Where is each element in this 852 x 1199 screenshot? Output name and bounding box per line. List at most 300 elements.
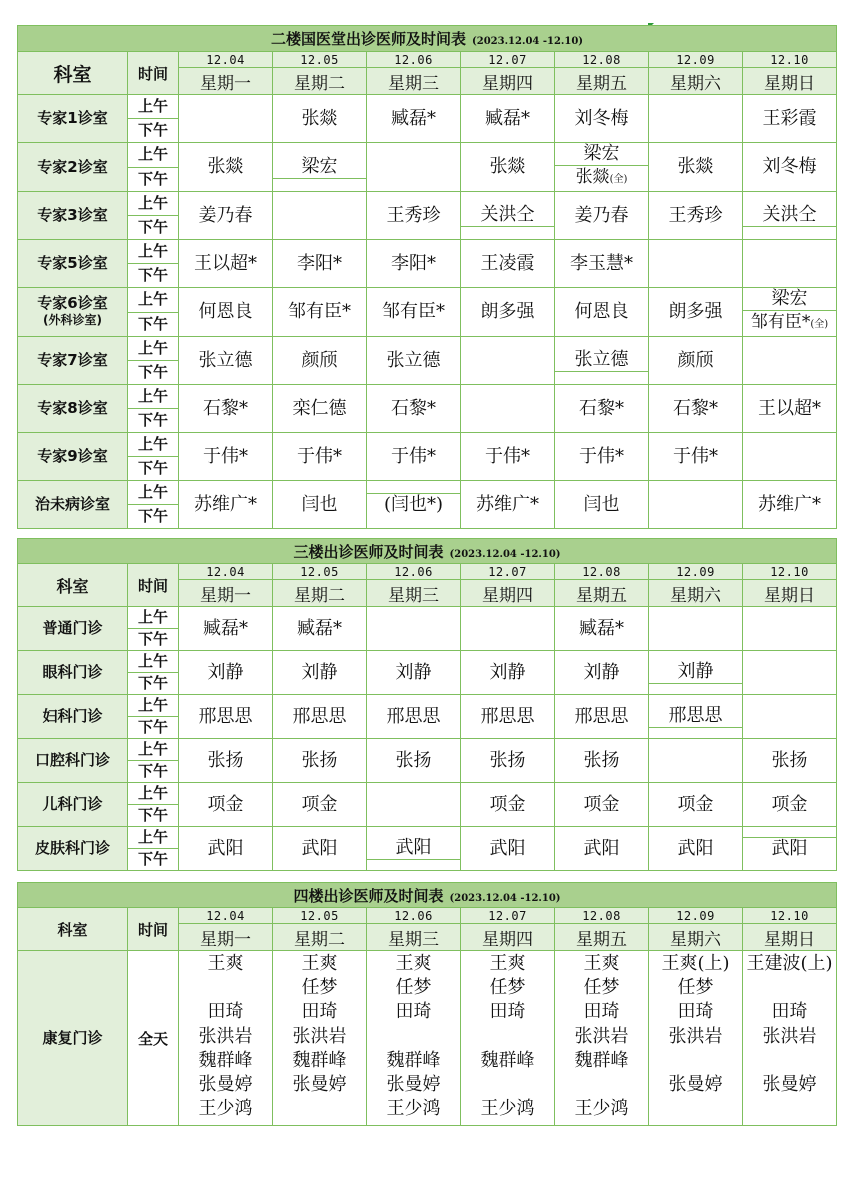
schedule-cell: 王以超* (743, 385, 837, 433)
schedule-cell: 刘静 (179, 651, 273, 695)
time-slot-am: 上午 (128, 607, 179, 629)
dept-name (18, 739, 128, 783)
time-slot-pm: 下午 (128, 361, 179, 385)
doctor-name: 田琦 (207, 1001, 244, 1023)
split-cell (461, 204, 554, 227)
doctor-name: 王少鸿 (480, 1098, 535, 1120)
time-slot-pm: 下午 (128, 505, 179, 529)
time-slot-pm: 下午 (128, 312, 179, 337)
weekday-header: 星期二 (273, 924, 367, 951)
dept-label: 专家3诊室 (37, 206, 108, 224)
dept-label: 普通门诊 (42, 619, 103, 637)
doctor-name: 王建波(上) (746, 953, 833, 974)
time-slot-pm: 下午 (128, 409, 179, 433)
schedule-cell: 武阳 (649, 827, 743, 871)
weekday-header: 星期六 (649, 68, 743, 95)
doctor-name: 任梦 (489, 977, 526, 999)
schedule-cell (179, 95, 273, 143)
date-header: 12.04 (179, 564, 273, 580)
date-header: 12.09 (649, 908, 743, 924)
time-slot-am: 上午 (128, 95, 179, 119)
split-cell (743, 204, 836, 227)
schedule-cell: 于伟* (461, 433, 555, 481)
time-slot-am: 上午 (128, 783, 179, 805)
dept-label: 专家6诊室 (37, 294, 108, 312)
time-slot-pm: 下午 (128, 167, 179, 192)
schedule-cell: 张扬 (461, 739, 555, 783)
schedule-cell: 朗多强 (461, 288, 555, 337)
doctor-name-pm: 邹有臣*(全) (750, 312, 829, 332)
weekday-header: 星期三 (367, 68, 461, 95)
schedule-cell: 李阳* (367, 240, 461, 288)
schedule-cell: 张扬 (555, 739, 649, 783)
empty-slot (649, 684, 742, 685)
dept-label: 专家1诊室 (37, 109, 108, 127)
time-slot-pm: 下午 (128, 717, 179, 739)
doctor-name-am: 梁宏 (273, 156, 366, 179)
date-header: 12.05 (273, 564, 367, 580)
doctor-name: 田琦 (677, 1001, 714, 1023)
schedule-cell: 张立德 (367, 337, 461, 385)
schedule-cell: 李阳* (273, 240, 367, 288)
time-slot-am: 上午 (128, 143, 179, 168)
schedule-cell: 于伟* (179, 433, 273, 481)
dept-header: 科室 (18, 908, 128, 951)
schedule-cell: 张扬 (743, 739, 837, 783)
schedule-cell: 邢思思 (367, 695, 461, 739)
date-header: 12.10 (743, 52, 837, 68)
schedule-cell: 苏维广* (179, 481, 273, 529)
doctor-name: 王爽 (207, 953, 244, 974)
time-slot-am: 上午 (128, 827, 179, 849)
doctor-name: 魏群峰 (386, 1049, 441, 1071)
dept-sublabel: (外科诊室) (43, 313, 102, 327)
empty-slot (743, 227, 836, 228)
date-header: 12.06 (367, 564, 461, 580)
empty-slot (461, 227, 554, 228)
doctor-name: 张洪岩 (198, 1025, 253, 1047)
dept-name: 康复门诊 (18, 951, 128, 1126)
floor4-title (18, 883, 837, 908)
schedule-cell: 张扬 (367, 739, 461, 783)
schedule-cell (555, 143, 649, 192)
split-cell (555, 143, 648, 191)
schedule-cell: 臧磊* (367, 95, 461, 143)
rehab-day-cell (179, 951, 273, 1126)
doctor-name-am: 武阳 (367, 837, 460, 860)
time-header: 时间 (128, 52, 179, 95)
dept-label: 皮肤科门诊 (34, 839, 110, 857)
dept-name (18, 695, 128, 739)
weekday-header: 星期六 (649, 580, 743, 607)
schedule-cell: 武阳 (179, 827, 273, 871)
weekday-header: 星期日 (743, 580, 837, 607)
doctor-name: 魏群峰 (292, 1049, 347, 1071)
dept-name (18, 827, 128, 871)
weekday-header: 星期三 (367, 580, 461, 607)
note-label: (全) (810, 319, 829, 330)
schedule-cell (367, 607, 461, 651)
schedule-cell: 项金 (555, 783, 649, 827)
weekday-header: 星期日 (743, 68, 837, 95)
date-header: 12.04 (179, 52, 273, 68)
schedule-cell: 石黎* (649, 385, 743, 433)
schedule-cell: 项金 (179, 783, 273, 827)
doctor-name: 张曼婷 (292, 1073, 347, 1095)
schedule-cell: 栾仁德 (273, 385, 367, 433)
dept-label: 专家5诊室 (37, 254, 108, 272)
doctor-name: 魏群峰 (574, 1049, 629, 1071)
date-header: 12.07 (461, 564, 555, 580)
time-slot-pm: 下午 (128, 629, 179, 651)
date-header: 12.06 (367, 908, 461, 924)
split-cell (649, 661, 742, 684)
schedule-cell: 项金 (743, 783, 837, 827)
time-slot-am: 上午 (128, 192, 179, 216)
doctor-name-pm: (闫也*) (383, 494, 444, 515)
dept-label: 专家7诊室 (37, 351, 108, 369)
schedule-cell: 刘静 (555, 651, 649, 695)
time-slot-am: 上午 (128, 481, 179, 505)
schedule-cell: 颜颀 (273, 337, 367, 385)
schedule-cell: 于伟* (555, 433, 649, 481)
date-header: 12.08 (555, 908, 649, 924)
weekday-header: 星期六 (649, 924, 743, 951)
schedule-cell (649, 695, 743, 739)
doctor-name: 任梦 (583, 977, 620, 999)
schedule-cell: 闫也 (273, 481, 367, 529)
schedule-cell: 张燚 (179, 143, 273, 192)
doctor-name-am: 梁宏 (743, 288, 836, 311)
doctor-name-pm: 张燚(全) (575, 167, 628, 187)
doctor-name (461, 1025, 554, 1049)
floor3-date-range: (2023.12.04 -12.10) (449, 548, 561, 560)
dept-name (18, 385, 128, 433)
schedule-cell: 李玉慧* (555, 240, 649, 288)
rehab-day-cell (555, 951, 649, 1126)
date-header: 12.06 (367, 52, 461, 68)
schedule-cell (555, 337, 649, 385)
schedule-cell: 张立德 (179, 337, 273, 385)
schedule-cell: 张扬 (179, 739, 273, 783)
time-slot-pm: 下午 (128, 264, 179, 288)
schedule-cell (367, 481, 461, 529)
doctor-name: 张曼婷 (762, 1073, 817, 1095)
doctor-name: 张曼婷 (386, 1073, 441, 1095)
dept-name (18, 95, 128, 143)
schedule-cell (649, 739, 743, 783)
date-header: 12.08 (555, 564, 649, 580)
floor2-table (17, 25, 837, 529)
schedule-cell: 姜乃春 (179, 192, 273, 240)
weekday-header: 星期五 (555, 580, 649, 607)
doctor-name: 田琦 (583, 1001, 620, 1023)
schedule-cell (743, 337, 837, 385)
weekday-header: 星期一 (179, 68, 273, 95)
dept-name (18, 240, 128, 288)
schedule-cell: 王以超* (179, 240, 273, 288)
date-header: 12.05 (273, 908, 367, 924)
time-slot-am: 上午 (128, 739, 179, 761)
rehab-day-cell (649, 951, 743, 1126)
empty-slot (273, 178, 366, 179)
schedule-cell: 张燚 (649, 143, 743, 192)
rehab-day-cell (367, 951, 461, 1126)
doctor-name: 王爽 (489, 953, 526, 974)
dept-label: 口腔科门诊 (34, 751, 110, 769)
dept-name (18, 192, 128, 240)
doctor-name: 魏群峰 (198, 1049, 253, 1071)
floor3-title (18, 539, 837, 564)
schedule-cell (649, 95, 743, 143)
schedule-cell: 刘静 (461, 651, 555, 695)
schedule-cell: 于伟* (367, 433, 461, 481)
rehab-day-cell (743, 951, 837, 1126)
empty-slot (555, 372, 648, 373)
dept-label: 妇科门诊 (42, 707, 103, 725)
doctor-name: 王爽 (583, 953, 620, 974)
date-header: 12.05 (273, 52, 367, 68)
doctor-name: 魏群峰 (480, 1049, 535, 1071)
doctor-name (649, 1097, 742, 1121)
schedule-cell: 邢思思 (273, 695, 367, 739)
schedule-cell (743, 651, 837, 695)
weekday-header: 星期五 (555, 68, 649, 95)
doctor-name (649, 1049, 742, 1073)
doctor-name (461, 1073, 554, 1097)
schedule-cell: 项金 (649, 783, 743, 827)
doctor-name: 张曼婷 (198, 1073, 253, 1095)
doctor-name (367, 1025, 460, 1049)
schedule-cell: 朗多强 (649, 288, 743, 337)
date-header: 12.07 (461, 52, 555, 68)
time-slot-pm: 下午 (128, 457, 179, 481)
time-slot-am: 上午 (128, 385, 179, 409)
doctor-name: 张洪岩 (574, 1025, 629, 1047)
schedule-cell (273, 143, 367, 192)
doctor-name: 任梦 (677, 977, 714, 999)
dept-label: 专家8诊室 (37, 399, 108, 417)
dept-header: 科室 (18, 52, 128, 95)
doctor-name-am: 关洪仝 (461, 204, 554, 227)
empty-slot (649, 728, 742, 729)
time-header: 时间 (128, 564, 179, 607)
schedule-cell: 颜颀 (649, 337, 743, 385)
weekday-header: 星期四 (461, 68, 555, 95)
schedule-cell (743, 240, 837, 288)
doctor-name: 王爽 (395, 953, 432, 974)
dept-name (18, 607, 128, 651)
schedule-cell (461, 607, 555, 651)
schedule-cell: 臧磊* (179, 607, 273, 651)
floor2-date-range: (2023.12.04 -12.10) (472, 36, 584, 47)
schedule-cell (743, 192, 837, 240)
doctor-name: 王爽 (301, 953, 338, 974)
schedule-cell: 张燚 (461, 143, 555, 192)
floor2-title (18, 26, 837, 52)
schedule-cell: 邹有臣* (367, 288, 461, 337)
doctor-name: 王爽(上) (661, 953, 730, 974)
dept-label: 专家9诊室 (37, 447, 108, 465)
schedule-cell (461, 192, 555, 240)
time-slot-pm: 下午 (128, 216, 179, 240)
dept-label: 专家2诊室 (37, 157, 108, 176)
doctor-name-am: 梁宏 (555, 143, 648, 166)
dept-label: 治未病诊室 (34, 495, 110, 513)
doctor-name: 田琦 (489, 1001, 526, 1023)
dept-name (18, 651, 128, 695)
schedule-cell (367, 783, 461, 827)
schedule-cell: 武阳 (461, 827, 555, 871)
rehab-day-cell (461, 951, 555, 1126)
schedule-cell: 王秀珍 (367, 192, 461, 240)
dept-label: 眼科门诊 (42, 663, 103, 681)
schedule-cell (649, 607, 743, 651)
doctor-name-am: 邢思思 (649, 705, 742, 728)
doctor-name: 田琦 (301, 1001, 338, 1023)
weekday-header: 星期四 (461, 580, 555, 607)
schedule-cell: 刘静 (367, 651, 461, 695)
schedule-cell: 邢思思 (179, 695, 273, 739)
split-cell (555, 349, 648, 372)
weekday-header: 星期日 (743, 924, 837, 951)
schedule-cell: 王凌霞 (461, 240, 555, 288)
date-header: 12.10 (743, 908, 837, 924)
time-slot-am: 上午 (128, 288, 179, 313)
doctor-name-am: 关洪仝 (743, 204, 836, 227)
time-slot-pm: 下午 (128, 119, 179, 143)
empty-slot (367, 860, 460, 861)
schedule-cell: 石黎* (367, 385, 461, 433)
schedule-cell: 邢思思 (555, 695, 649, 739)
doctor-name (179, 976, 272, 1000)
schedule-cell: 王秀珍 (649, 192, 743, 240)
note-label: (全) (609, 174, 628, 185)
schedule-cell: 苏维广* (743, 481, 837, 529)
weekday-header: 星期一 (179, 580, 273, 607)
time-slot-pm: 下午 (128, 673, 179, 695)
schedule-cell: 刘静 (273, 651, 367, 695)
schedule-cell: 项金 (273, 783, 367, 827)
date-header: 12.10 (743, 564, 837, 580)
weekday-header: 星期二 (273, 68, 367, 95)
doctor-name: 王少鸿 (574, 1098, 629, 1120)
schedule-cell (461, 385, 555, 433)
weekday-header: 星期四 (461, 924, 555, 951)
schedule-cell: 臧磊* (555, 607, 649, 651)
dept-header: 科室 (18, 564, 128, 607)
schedule-cell: 武阳 (555, 827, 649, 871)
doctor-name-pm: 武阳 (771, 838, 808, 859)
schedule-cell: 闫也 (555, 481, 649, 529)
schedule-cell: 于伟* (273, 433, 367, 481)
doctor-name: 张曼婷 (668, 1073, 723, 1095)
floor4-table (17, 882, 837, 1126)
date-header: 12.07 (461, 908, 555, 924)
date-header: 12.04 (179, 908, 273, 924)
schedule-cell: 于伟* (649, 433, 743, 481)
time-slot-fullday: 全天 (128, 951, 179, 1126)
dept-name (18, 783, 128, 827)
doctor-name-am: 张立德 (555, 349, 648, 372)
weekday-header: 星期三 (367, 924, 461, 951)
dept-label: 儿科门诊 (42, 795, 103, 813)
schedule-cell: 项金 (461, 783, 555, 827)
doctor-name: 张洪岩 (292, 1025, 347, 1047)
floor4-date-range: (2023.12.04 -12.10) (449, 892, 561, 904)
split-cell (743, 288, 836, 336)
floor3-table (17, 538, 837, 871)
doctor-name (743, 1049, 836, 1073)
schedule-cell: 石黎* (555, 385, 649, 433)
schedule-cell: 邢思思 (461, 695, 555, 739)
schedule-cell: 张扬 (273, 739, 367, 783)
schedule-cell (461, 337, 555, 385)
schedule-cell: 臧磊* (461, 95, 555, 143)
split-cell (367, 837, 460, 860)
dept-name (18, 481, 128, 529)
time-slot-am: 上午 (128, 651, 179, 673)
doctor-name-am: 刘静 (649, 661, 742, 684)
schedule-cell: 臧磊* (273, 607, 367, 651)
schedule-cell: 石黎* (179, 385, 273, 433)
doctor-name: 张洪岩 (668, 1025, 723, 1047)
schedule-cell (743, 827, 837, 871)
schedule-cell (649, 481, 743, 529)
date-header: 12.08 (555, 52, 649, 68)
doctor-name: 田琦 (395, 1001, 432, 1023)
split-cell (649, 705, 742, 728)
schedule-cell: 何恩良 (555, 288, 649, 337)
doctor-name: 王少鸿 (198, 1098, 253, 1120)
doctor-name: 田琦 (771, 1001, 808, 1023)
schedule-cell: 刘冬梅 (555, 95, 649, 143)
schedule-cell (743, 288, 837, 337)
schedule-cell: 苏维广* (461, 481, 555, 529)
doctor-name (743, 1097, 836, 1121)
dept-name (18, 433, 128, 481)
time-header: 时间 (128, 908, 179, 951)
schedule-cell: 姜乃春 (555, 192, 649, 240)
doctor-name: 任梦 (301, 977, 338, 999)
schedule-cell (367, 143, 461, 192)
schedule-cell (649, 651, 743, 695)
time-slot-am: 上午 (128, 240, 179, 264)
schedule-cell (743, 607, 837, 651)
schedule-cell (367, 827, 461, 871)
split-cell (273, 156, 366, 179)
time-slot-pm: 下午 (128, 849, 179, 871)
doctor-name: 张洪岩 (762, 1025, 817, 1047)
doctor-name: 王少鸿 (386, 1098, 441, 1120)
schedule-cell: 武阳 (273, 827, 367, 871)
dept-name (18, 288, 128, 337)
doctor-name (743, 976, 836, 1000)
date-header: 12.09 (649, 564, 743, 580)
doctor-name (273, 1097, 366, 1121)
schedule-cell: 刘冬梅 (743, 143, 837, 192)
time-slot-am: 上午 (128, 695, 179, 717)
floor4-title-text: 四楼出诊医师及时间表 (293, 886, 444, 905)
doctor-name: 任梦 (395, 977, 432, 999)
floor2-title-text: 二楼国医堂出诊医师及时间表 (270, 30, 466, 48)
dept-name (18, 143, 128, 192)
time-slot-am: 上午 (128, 433, 179, 457)
weekday-header: 星期一 (179, 924, 273, 951)
rehab-day-cell (273, 951, 367, 1126)
time-slot-pm: 下午 (128, 761, 179, 783)
schedule-cell: 王彩霞 (743, 95, 837, 143)
